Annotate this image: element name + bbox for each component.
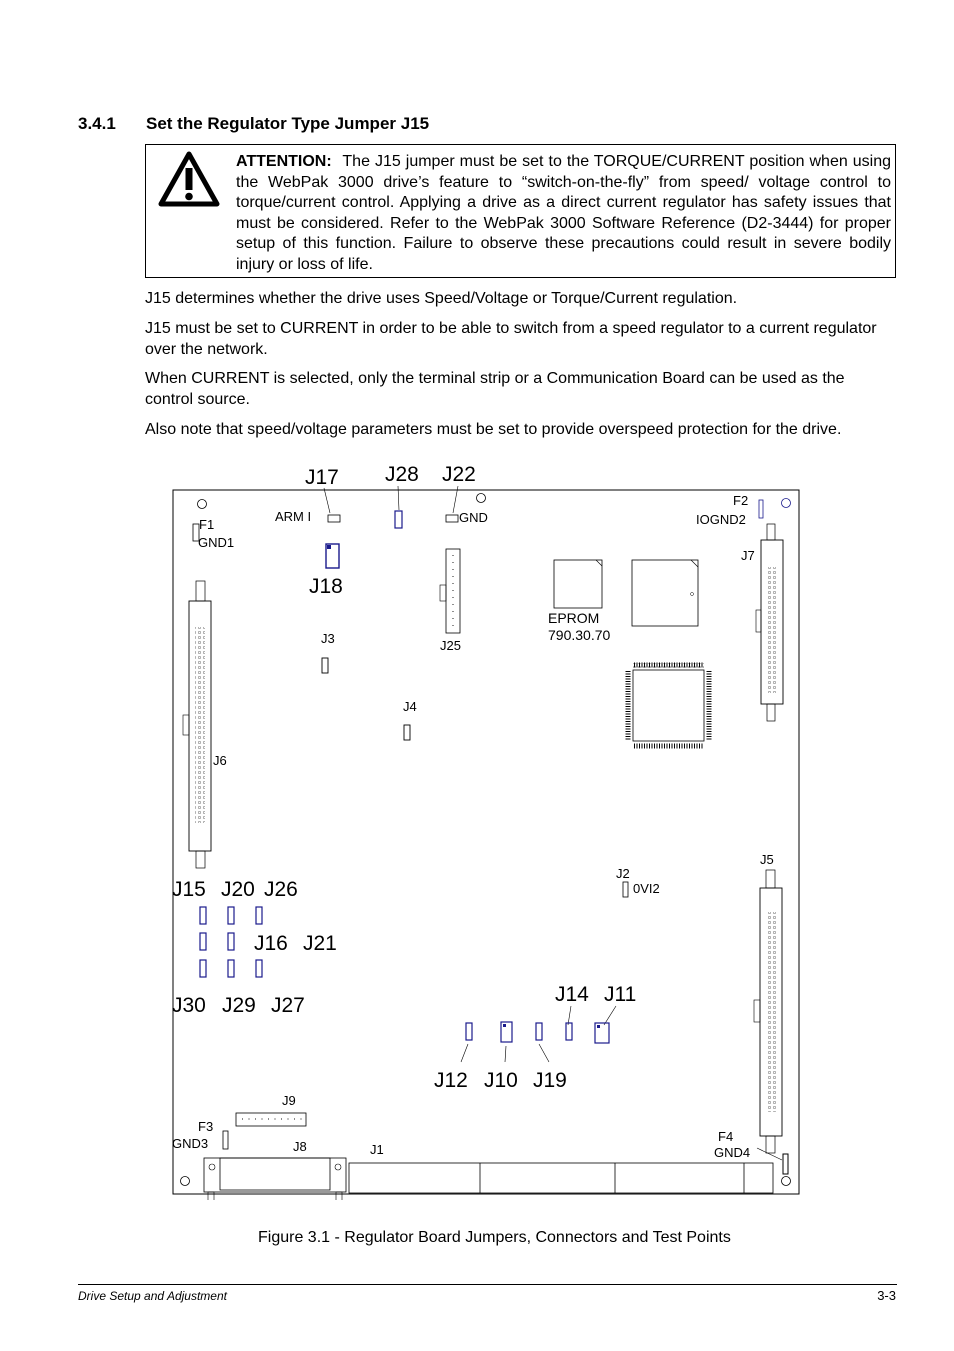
label-j2: J2 <box>616 866 630 881</box>
j6-pins <box>195 627 205 823</box>
testpoint-j2 <box>623 882 628 897</box>
attention-text <box>236 152 891 276</box>
label-j30: J30 <box>172 994 206 1017</box>
label-j19: J19 <box>533 1069 567 1092</box>
label-f4: F4 <box>718 1129 734 1144</box>
jumper-j10-pin <box>503 1024 506 1027</box>
jumper-j27 <box>256 960 262 977</box>
chip-dot <box>691 593 694 596</box>
j5-pins <box>766 912 776 1112</box>
testpoint-f4 <box>783 1154 788 1174</box>
jumper-j4 <box>404 725 410 740</box>
section-heading <box>78 114 429 134</box>
label-iognd2: IOGND2 <box>696 512 746 527</box>
label-j8: J8 <box>293 1139 307 1154</box>
jumper-j19 <box>536 1023 542 1040</box>
jumper-j12 <box>466 1023 472 1040</box>
j25-tab <box>440 585 446 601</box>
jumper-j14 <box>566 1023 572 1040</box>
processor-pins-top <box>633 663 704 668</box>
leader-line <box>539 1044 549 1062</box>
j8-foot <box>208 1192 214 1200</box>
jumper-j10 <box>501 1022 512 1042</box>
label-j12: J12 <box>434 1069 468 1092</box>
label-j15: J15 <box>172 878 206 901</box>
paragraph-2: J15 must be set to CURRENT in order to be able to switch from a speed regulator to a current regulator over the network. <box>145 320 877 358</box>
jumper-j15 <box>200 907 206 924</box>
connector-j8 <box>204 1158 346 1192</box>
chip-bevel <box>596 560 602 566</box>
label-gnd1: GND1 <box>198 535 235 550</box>
j8-screw <box>335 1164 341 1170</box>
label-f2: F2 <box>733 493 749 508</box>
label-j20: J20 <box>221 878 255 901</box>
label-j6: J6 <box>213 753 227 768</box>
testpoint-f3 <box>223 1131 228 1149</box>
testpoint-gnd <box>446 515 458 522</box>
label-eprom: EPROM <box>548 610 600 626</box>
jumper-j28 <box>395 511 402 528</box>
label-j18: J18 <box>309 575 343 598</box>
connector-j7-post-bottom <box>767 704 775 721</box>
label-j5: J5 <box>760 852 774 867</box>
label-j3: J3 <box>321 631 335 646</box>
testpoint-arm-i <box>328 515 340 522</box>
connector-j6-post-top <box>196 581 205 601</box>
footer-chapter: Drive Setup and Adjustment <box>78 1289 227 1303</box>
board-figure <box>172 460 802 1200</box>
leader-line <box>568 1006 571 1025</box>
label-j16: J16 <box>254 932 288 955</box>
label-j25: J25 <box>440 638 461 653</box>
jumper-j16 <box>200 933 206 950</box>
jumper-j30 <box>200 960 206 977</box>
label-eprom-number: 790.30.70 <box>548 627 611 643</box>
attention-box <box>145 144 896 278</box>
j7-pins <box>767 567 777 693</box>
figure-caption: Figure 3.1 - Regulator Board Jumpers, Connectors and Test Points <box>258 1229 731 1246</box>
connector-j1 <box>349 1163 773 1193</box>
connector-j7-post-top <box>767 524 775 540</box>
j6-tab <box>183 715 189 735</box>
attention-label: ATTENTION: <box>236 153 332 170</box>
j5-tab <box>754 1000 760 1022</box>
mount-hole <box>477 494 486 503</box>
label-f3: F3 <box>198 1119 214 1134</box>
label-gnd4: GND4 <box>714 1145 751 1160</box>
eprom-chip <box>554 560 602 608</box>
warning-triangle-icon <box>158 151 220 207</box>
label-arm-i: ARM I <box>275 509 312 524</box>
label-j26: J26 <box>264 878 298 901</box>
j8-foot <box>336 1192 342 1200</box>
footer-divider <box>78 1284 897 1285</box>
label-j14: J14 <box>555 983 589 1006</box>
label-j7: J7 <box>741 548 755 563</box>
label-j11: J11 <box>604 983 637 1006</box>
j8-shell <box>220 1158 330 1190</box>
label-j9: J9 <box>282 1093 296 1108</box>
leader-line <box>461 1044 468 1062</box>
label-f1: F1 <box>199 517 215 532</box>
testpoint-f2 <box>759 500 763 518</box>
leader-line <box>604 1006 616 1025</box>
processor-chip <box>633 670 704 741</box>
attention-body: The J15 jumper must be set to the TORQUE/CURRENT position when using the WebPak 3000 drive’s feature to “switch-on-the-fly” from speed/ voltage control to torque/current control. Applying a drive as a direct current regulator has safety issues that must be considered. Refer to the WebPak 3000 Software Reference (D2-3444) for proper setup of this function. Failure to observe these precautions could result in severe bodily injury or loss of life. <box>236 153 891 273</box>
mount-hole <box>181 1177 190 1186</box>
label-j27: J27 <box>271 994 305 1017</box>
mount-hole <box>782 1177 791 1186</box>
jumper-j3 <box>322 658 328 673</box>
leader-line <box>757 1148 782 1160</box>
label-j29: J29 <box>222 994 256 1017</box>
j8-screw <box>209 1164 215 1170</box>
section-title: Set the Regulator Type Jumper J15 <box>146 114 430 133</box>
label-gnd3: GND3 <box>172 1136 209 1151</box>
leader-line <box>324 488 330 513</box>
connector-j6-post-bottom <box>196 851 205 868</box>
page-number: 3-3 <box>877 1288 896 1303</box>
label-0vi2: 0VI2 <box>633 881 660 896</box>
jumper-j18-pin <box>327 545 331 549</box>
jumper-j21 <box>228 933 234 950</box>
paragraph-1: J15 determines whether the drive uses Speed/Voltage or Torque/Current regulation. <box>145 290 738 307</box>
jumper-j26 <box>256 907 262 924</box>
connector-j5-post-top <box>766 870 775 888</box>
label-j10: J10 <box>484 1069 518 1092</box>
jumper-j11-pin <box>597 1025 600 1028</box>
label-gnd: GND <box>459 510 488 525</box>
paragraph-3: When CURRENT is selected, only the terminal strip or a Communication Board can be used as the control source. <box>145 370 845 408</box>
chip-bevel <box>691 560 698 567</box>
mount-hole <box>198 500 207 509</box>
label-j1: J1 <box>370 1142 384 1157</box>
j7-tab <box>756 610 761 632</box>
section-number: 3.4.1 <box>78 114 116 133</box>
jumper-j29 <box>228 960 234 977</box>
connector-j9 <box>236 1113 306 1126</box>
connector-j5-post-bottom <box>766 1136 775 1153</box>
label-j21: J21 <box>303 932 337 955</box>
regulator-board-diagram <box>172 460 802 1200</box>
leader-line <box>505 1046 506 1062</box>
jumper-j20 <box>228 907 234 924</box>
label-j22: J22 <box>442 463 476 486</box>
mount-hole <box>782 499 791 508</box>
paragraph-4: Also note that speed/voltage parameters must be set to provide overspeed protection for the drive. <box>145 421 842 438</box>
label-j28: J28 <box>385 463 419 486</box>
eprom-chip-2 <box>632 560 698 626</box>
label-j4: J4 <box>403 699 417 714</box>
label-j17: J17 <box>305 466 339 489</box>
